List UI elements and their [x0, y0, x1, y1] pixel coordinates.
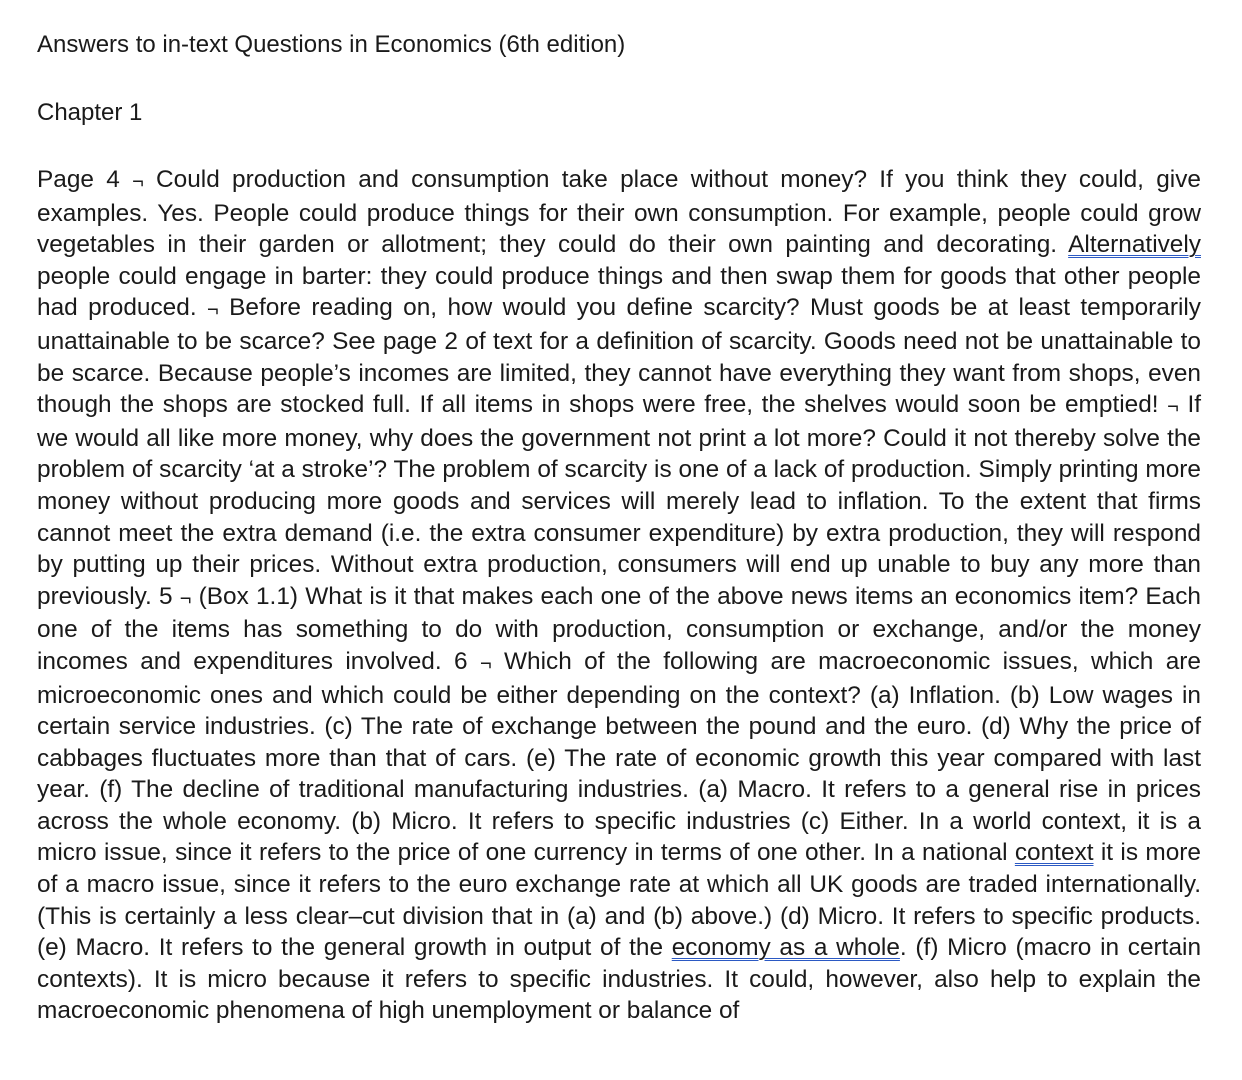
negation-symbol: ¬ — [179, 587, 192, 610]
text-run: (Box 1.1) What is it that makes each one of the above news items an economics item? Each one of the items has something to do with production, consumption or exchange, and/or the money incomes and expenditures involved. 6 — [37, 582, 1201, 675]
answer-paragraph — [37, 164, 1201, 1027]
negation-symbol: ¬ — [479, 652, 492, 675]
chapter-heading: Chapter 1 — [37, 99, 143, 126]
grammar-flagged-phrase[interactable]: economy as a whole — [671, 934, 900, 962]
negation-symbol: ¬ — [132, 171, 144, 193]
negation-symbol: ¬ — [1167, 396, 1179, 419]
grammar-flagged-word[interactable]: Alternatively — [1068, 231, 1201, 259]
negation-symbol: ¬ — [207, 299, 219, 322]
text-run: If we would all like more money, why does the government not print a lot more? Could it not thereby solve the problem of scarcity ‘at a stroke’? The problem of scarcity is one of a lack of production. Simply printing more money without producing more goods and services will merely lead to inflation. To the extent that firms cannot meet the extra demand (i.e. the extra consumer expenditure) by extra production, they will respond by putting up their prices. Without extra production, consumers will end up unable to buy any more than previously. 5 — [37, 391, 1201, 610]
document-page — [37, 28, 1201, 1027]
text-run: Which of the following are macroeconomic issues, which are microeconomic ones and which could be either depending on the context? (a) Inflation. (b) Low wages in certain service industries. (c) The rate of exchange between the pound and the euro. (d) Why the price of cabbages fluctuates more than that of cars. (e) The rate of economic growth this year compared with last year. (f) The decline of traditional manufacturing industries. (a) Macro. It refers to a general rise in prices across the whole economy. (b) Micro. It refers to specific industries (c) Either. In a world context, it is a micro issue, since it refers to the price of one currency in terms of one other. In a national — [37, 647, 1201, 867]
text-run: people could engage in barter: they could produce things and then swap them for goods that other people had produced. — [37, 262, 1201, 322]
text-run: . (f) Micro (macro in certain contexts). It is micro because it refers to specific industries. It could, however, also help to explain the macroeconomic phenomena of high unemployment or balance of — [37, 934, 1202, 1025]
text-run: Page 4 — [37, 166, 133, 193]
grammar-flagged-word[interactable]: context — [1014, 839, 1094, 867]
document-title: Answers to in-text Questions in Economics (6th edition) — [37, 31, 626, 58]
text-run: Could production and consumption take place without money? If you think they could, give examples. Yes. People could produce things for their own consumption. For example, people could grow vegetables in their garden or allotment; they could do their own painting and decorating. — [37, 166, 1201, 259]
text-run: Before reading on, how would you define scarcity? Must goods be at least temporarily unattainable to be scarce? See page 2 of text for a definition of scarcity. Goods need not be unattainable to be scarce. Because people’s incomes are limited, they cannot have everything they want from shops, even though the shops are stocked full. If all items in shops were free, the shelves would soon be emptied! — [37, 294, 1202, 419]
text-run: it is more of a macro issue, since it refers to the euro exchange rate at which all UK goods are traded internationally. (This is certainly a less clear–cut division that in (a) and (b) above.) (d) Micro. It refers to specific products. (e) Macro. It refers to the general growth in output of the — [37, 839, 1201, 962]
